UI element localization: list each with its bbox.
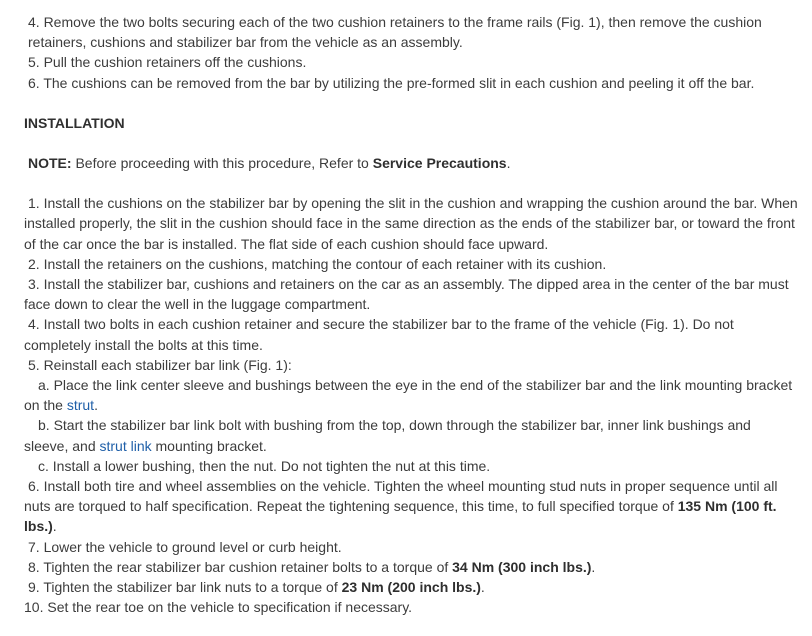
spacer bbox=[24, 133, 798, 153]
strut-link[interactable]: strut bbox=[66, 397, 95, 414]
install-step-9: 9. Tighten the stabilizer bar link nuts to a torque of 23 Nm (200 inch lbs.). bbox=[28, 579, 485, 596]
install-step-3: 3. Install the stabilizer bar, cushions and retainers on the car as an assembly. The dipped area in the center of the bar must face down to clear the well in the luggage compartment. bbox=[24, 276, 789, 313]
note-end: . bbox=[506, 155, 511, 172]
install-step-2: 2. Install the retainers on the cushions, matching the contour of each retainer with its cushion. bbox=[28, 255, 607, 272]
install-step-7: 7. Lower the vehicle to ground level or curb height. bbox=[28, 538, 342, 555]
note-label: NOTE: bbox=[28, 155, 72, 172]
service-precautions-ref: Service Precautions bbox=[372, 155, 507, 172]
installation-heading: INSTALLATION bbox=[24, 114, 125, 131]
torque-value-34: 34 Nm (300 inch lbs.) bbox=[452, 558, 592, 575]
install-step-5: 5. Reinstall each stabilizer bar link (Fig. 1): bbox=[28, 356, 292, 373]
install-step-4: 4. Install two bolts in each cushion retainer and secure the stabilizer bar to the frame of the vehicle (Fig. 1). Do not completely install the bolts at this time. bbox=[24, 316, 734, 353]
install-step-5c: c. Install a lower bushing, then the nut. Do not tighten the nut at this time. bbox=[38, 457, 491, 474]
strut-link-link[interactable]: strut link bbox=[99, 437, 152, 454]
removal-step-5: 5. Pull the cushion retainers off the cushions. bbox=[28, 54, 307, 71]
install-step-6: 6. Install both tire and wheel assemblies on the vehicle. Tighten the wheel mounting stud nuts in proper sequence until all nuts are torqued to half specification. Repeat the tightening sequence, this time, to full specified torque of 135 Nm (100 ft. lbs.). bbox=[24, 478, 778, 535]
note-text: Before proceeding with this procedure, Refer to bbox=[71, 155, 373, 172]
install-step-5a: a. Place the link center sleeve and bushings between the eye in the end of the stabilizer bar and the link mounting bracket on the strut. bbox=[24, 377, 793, 414]
torque-value-23: 23 Nm (200 inch lbs.) bbox=[341, 579, 481, 596]
spacer bbox=[24, 93, 798, 113]
removal-step-6: 6. The cushions can be removed from the bar by utilizing the pre-formed slit in each cushion and peeling it off the bar. bbox=[28, 74, 755, 91]
torque-value-135: 135 Nm (100 ft. lbs.) bbox=[24, 498, 777, 535]
install-step-8: 8. Tighten the rear stabilizer bar cushion retainer bolts to a torque of 34 Nm (300 inch lbs.). bbox=[28, 558, 596, 575]
spacer bbox=[24, 173, 798, 193]
note-paragraph bbox=[24, 153, 798, 173]
install-step-5b: b. Start the stabilizer bar link bolt with bushing from the top, down through the stabilizer bar, inner link bushings and sleeve, and strut link mounting bracket. bbox=[24, 417, 751, 454]
install-step-1: 1. Install the cushions on the stabilizer bar by opening the slit in the cushion and wrapping the cushion around the bar. When installed properly, the slit in the cushion should face in the same direction as the ends of the stabilizer bar, or toward the front of the car once the bar is installed. The flat side of each cushion should face upward. bbox=[24, 195, 798, 252]
removal-step-4: 4. Remove the two bolts securing each of the two cushion retainers to the frame rails (Fig. 1), then remove the cushion retainers, cushions and stabilizer bar from the vehicle as an assembly. bbox=[28, 14, 762, 51]
install-step-10: 10. Set the rear toe on the vehicle to specification if necessary. bbox=[24, 599, 413, 616]
